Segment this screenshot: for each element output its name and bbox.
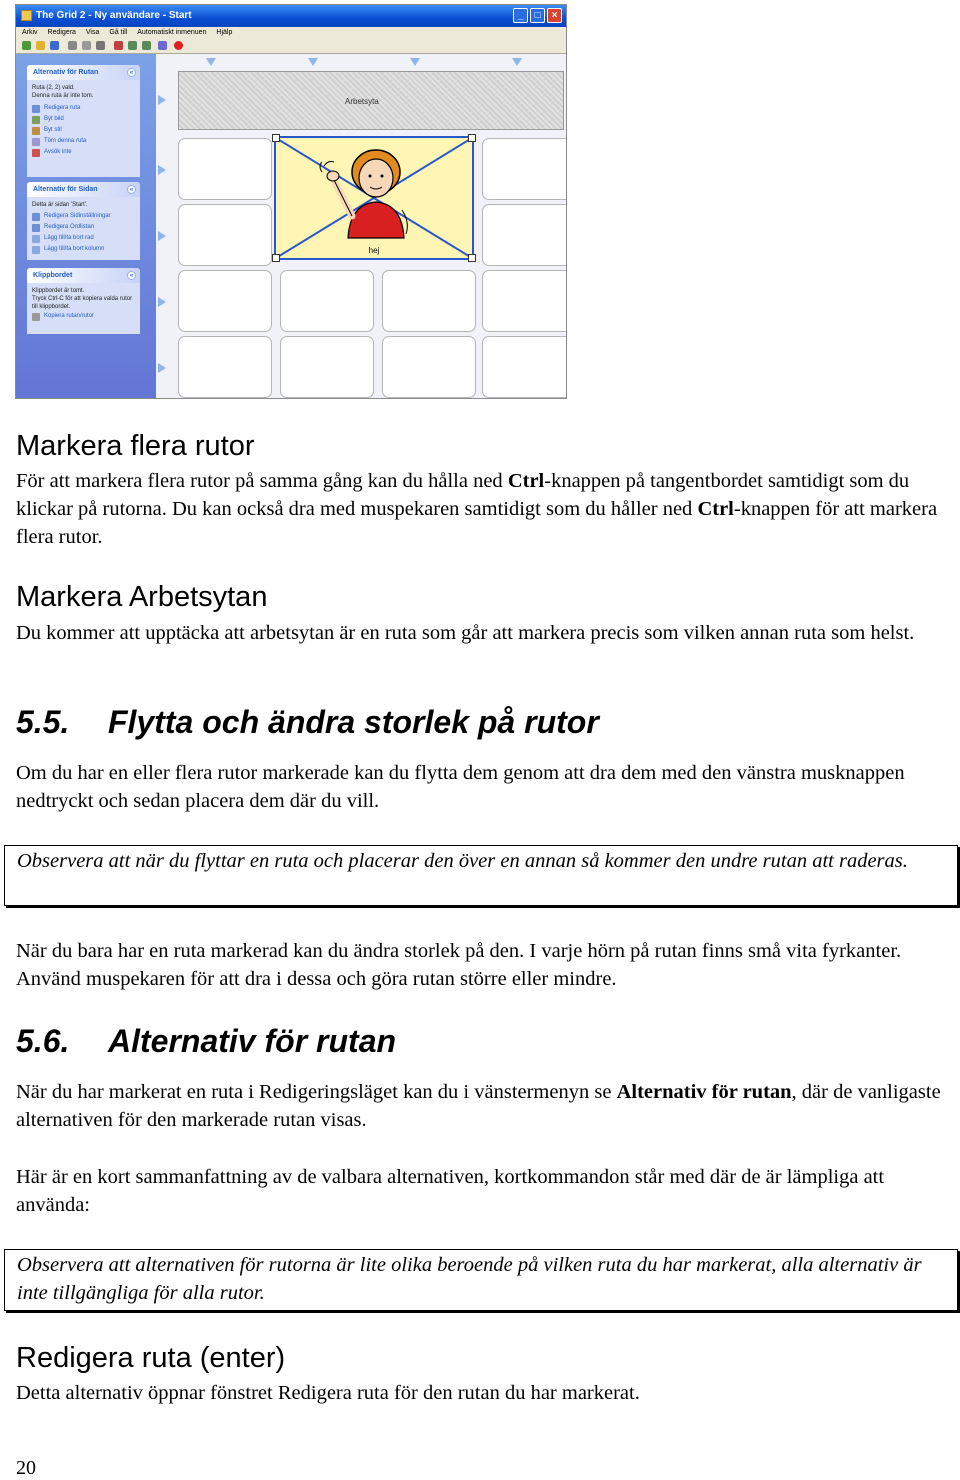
panel-item-page-settings[interactable]: Redigera Sidinställningar xyxy=(32,211,135,222)
minimize-button[interactable]: _ xyxy=(513,8,528,23)
row-arrow-icon[interactable] xyxy=(158,231,166,241)
section-title: Alternativ för rutan xyxy=(108,1023,397,1059)
close-button[interactable]: × xyxy=(547,8,562,23)
copy-icon xyxy=(32,313,40,321)
menu-visa[interactable]: Visa xyxy=(85,29,100,36)
title-bar xyxy=(16,5,566,27)
panel-item-change-image[interactable]: Byt bild xyxy=(32,114,135,125)
row-arrow-icon[interactable] xyxy=(158,297,166,307)
grid-cell[interactable] xyxy=(178,336,272,398)
panel-item-clear-cell[interactable]: Töm denna ruta xyxy=(32,136,135,147)
redo-icon[interactable] xyxy=(142,41,151,50)
heading-markera-flera-rutor: Markera flera rutor xyxy=(16,430,255,462)
panel-item-edit-cell[interactable]: Redigera ruta xyxy=(32,103,135,114)
resize-handle[interactable] xyxy=(272,254,280,262)
record-icon[interactable] xyxy=(174,41,183,50)
clear-icon xyxy=(32,138,40,146)
resize-handle[interactable] xyxy=(272,134,280,142)
open-icon[interactable] xyxy=(36,41,45,50)
bold-term: Alternativ för rutan xyxy=(616,1081,792,1103)
resize-handle[interactable] xyxy=(468,254,476,262)
panel-line: Klippbordet är tomt. xyxy=(32,288,85,294)
selected-grid-cell[interactable] xyxy=(274,136,474,260)
row-arrow-icon[interactable] xyxy=(158,165,166,175)
panel-line: Ruta (2, 2) vald. xyxy=(32,85,75,91)
note-box: Observera att när du flyttar en ruta och placerar den över en annan så kommer den undre rutan att raderas. xyxy=(4,845,958,906)
column-arrow-icon[interactable] xyxy=(308,58,318,66)
panel-page-options xyxy=(27,182,140,260)
collapse-icon[interactable]: « xyxy=(127,68,136,77)
collapse-icon[interactable]: « xyxy=(127,271,136,280)
column-arrow-icon[interactable] xyxy=(206,58,216,66)
paragraph: När du bara har en ruta markerad kan du ändra storlek på den. I varje hörn på rutan finns små vita fyrkanter. Använd muspekaren för att dra i dessa och göra rutan större eller mindre. xyxy=(16,940,902,990)
style-icon xyxy=(32,127,40,135)
panel-clipboard xyxy=(27,268,140,334)
grid-cell[interactable] xyxy=(382,270,476,332)
paragraph: Om du har en eller flera rutor markerade kan du flytta dem genom att dra dem med den vänstra musknappen nedtryckt och sedan placera dem där du vill. xyxy=(16,762,905,812)
heading-5-6 xyxy=(16,1023,396,1060)
panel-item-no-scan[interactable]: Avsök inte xyxy=(32,147,135,158)
person-waving-symbol xyxy=(276,138,472,258)
menu-hjalp[interactable]: Hjälp xyxy=(216,29,233,36)
menu-bar xyxy=(16,27,566,38)
grid-cell[interactable] xyxy=(382,336,476,398)
row-arrow-icon[interactable] xyxy=(158,363,166,373)
section-number: 5.6. xyxy=(16,1023,70,1059)
panel-item-add-row[interactable]: Lägg till/ta bort rad xyxy=(32,233,135,244)
column-arrow-icon[interactable] xyxy=(512,58,522,66)
heading-redigera-ruta: Redigera ruta (enter) xyxy=(16,1342,286,1374)
resize-handle[interactable] xyxy=(468,134,476,142)
grid-cell[interactable] xyxy=(482,270,567,332)
collapse-icon[interactable]: « xyxy=(127,185,136,194)
grid-cell[interactable] xyxy=(482,336,567,398)
window-title: The Grid 2 - Ny användare - Start xyxy=(36,10,192,21)
section-title: Flytta och ändra storlek på rutor xyxy=(108,704,599,740)
grid-icon[interactable] xyxy=(158,41,167,50)
panel-item-change-style[interactable]: Byt stil xyxy=(32,125,135,136)
panel-title: Klippbordet xyxy=(33,272,73,279)
image-icon xyxy=(32,116,40,124)
workspace-label: Arbetsyta xyxy=(345,97,379,106)
paragraph: Här är en kort sammanfattning av de valbara alternativen, kortkommandon står med där de är lämpliga att använda: xyxy=(16,1166,885,1216)
note-box: Observera att alternativen för rutorna är lite olika beroende på vilken ruta du har markerat, alla alternativ är inte tillgängliga för alla rutor. xyxy=(4,1249,958,1311)
grid-cell[interactable] xyxy=(178,270,272,332)
toolbar xyxy=(16,38,566,54)
paragraph: Du kommer att upptäcka att arbetsytan är en ruta som går att markera precis som vilken annan ruta som helst. xyxy=(16,622,915,644)
new-icon[interactable] xyxy=(22,41,31,50)
row-icon xyxy=(32,235,40,243)
panel-item-copy-cells[interactable]: Kopiera rutan/rutor xyxy=(32,311,135,322)
page-number: 20 xyxy=(16,1457,36,1479)
undo-icon[interactable] xyxy=(128,41,137,50)
grid-cell[interactable] xyxy=(178,204,272,266)
paragraph: För att markera flera rutor på samma gång kan du hålla ned Ctrl-knappen på tangentbordet samtidigt som du klickar på rutorna. Du kan också dra med muspekaren samtidigt som du håller ned Ctrl-knappen för att markera flera rutor. xyxy=(16,470,938,548)
panel-title: Alternativ för Sidan xyxy=(33,186,98,193)
cut-icon[interactable] xyxy=(68,41,77,50)
wordlist-icon xyxy=(32,224,40,232)
panel-item-wordlist[interactable]: Redigera Ordlistan xyxy=(32,222,135,233)
column-icon xyxy=(32,246,40,254)
ctrl-label: Ctrl xyxy=(507,470,545,492)
app-icon xyxy=(21,10,32,21)
menu-automatiskt[interactable]: Automatiskt inmenuen xyxy=(137,29,207,36)
grid-canvas[interactable] xyxy=(156,54,567,399)
edit-icon xyxy=(32,105,40,113)
panel-title: Alternativ för Rutan xyxy=(33,69,99,76)
grid-cell[interactable] xyxy=(178,138,272,200)
grid-cell[interactable] xyxy=(482,204,567,266)
menu-arkiv[interactable]: Arkiv xyxy=(22,29,38,36)
column-arrow-icon[interactable] xyxy=(410,58,420,66)
panel-line: Detta är sidan 'Start'. xyxy=(32,202,88,208)
menu-ga-till[interactable]: Gå till xyxy=(109,29,128,36)
paragraph: När du har markerat en ruta i Redigeringsläget kan du i vänstermenyn se Alternativ för rutan, där de vanligaste alternativen för den markerade rutan visas. xyxy=(16,1081,941,1131)
panel-cell-options xyxy=(27,65,140,177)
heading-5-5 xyxy=(16,704,599,741)
grid-cell[interactable] xyxy=(280,336,374,398)
panel-item-add-column[interactable]: Lägg till/ta bort kolumn xyxy=(32,244,135,255)
settings-icon xyxy=(32,213,40,221)
no-scan-icon xyxy=(32,149,40,157)
row-arrow-icon[interactable] xyxy=(158,95,166,105)
cell-label: hej xyxy=(368,246,380,255)
menu-redigera[interactable]: Redigera xyxy=(47,29,76,36)
paste-icon[interactable] xyxy=(96,41,105,50)
save-icon[interactable] xyxy=(50,41,59,50)
ctrl-label: Ctrl xyxy=(697,498,734,520)
grid-cell[interactable] xyxy=(482,138,567,200)
heading-markera-arbetsytan: Markera Arbetsytan xyxy=(16,581,268,613)
workspace-cell[interactable] xyxy=(178,71,564,130)
panel-line: Tryck Ctrl-C för att kopiera valda rutor till klippbordet. xyxy=(32,296,133,310)
grid-cell[interactable] xyxy=(280,270,374,332)
grid2-screenshot xyxy=(15,4,567,399)
delete-icon[interactable] xyxy=(114,41,123,50)
panel-line: Denna ruta är inte tom. xyxy=(32,93,94,99)
paragraph: Detta alternativ öppnar fönstret Redigera ruta för den rutan du har markerat. xyxy=(16,1382,640,1404)
task-pane xyxy=(16,54,156,399)
copy-icon[interactable] xyxy=(82,41,91,50)
section-number: 5.5. xyxy=(16,704,70,740)
maximize-button[interactable]: □ xyxy=(530,8,545,23)
